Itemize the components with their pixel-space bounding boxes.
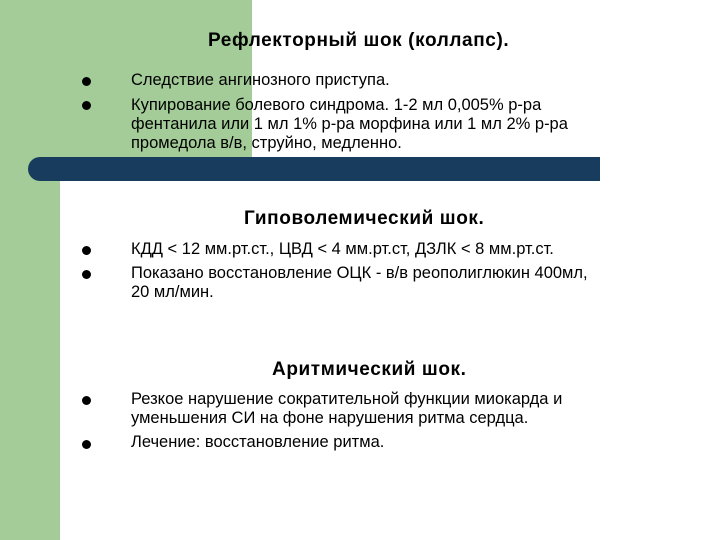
list-item-reflex-1: Следствие ангинозного приступа.: [131, 71, 390, 89]
section-title-hypovolemic-shock: Гиповолемический шок.: [244, 208, 485, 229]
section-title-reflex-shock: Рефлекторный шок (коллапс).: [208, 30, 510, 51]
bullet-icon: [82, 77, 91, 86]
bullet-icon: [82, 246, 91, 255]
bullet-icon: [82, 440, 91, 449]
bullet-icon: [82, 396, 91, 405]
section-title-arrhythmic-shock: Аритмический шок.: [272, 359, 467, 380]
list-item-arrhythmic-2: Лечение: восстановление ритма.: [131, 433, 385, 451]
list-item-arrhythmic-1: Резкое нарушение сократительной функции миокарда и уменьшения СИ на фоне нарушения ритма сердца.: [131, 390, 563, 427]
list-item-reflex-2: Купирование болевого синдрома. 1-2 мл 0,005% р-ра фентанила или 1 мл 1% р-ра морфина или 1 мл 2% р-ра промедола в/в, струйно, медленно.: [131, 96, 568, 152]
green-side-stripe: [0, 0, 60, 540]
bullet-icon: [82, 101, 91, 110]
list-item-hypovolemic-2: Показано восстановление ОЦК - в/в реополиглюкин 400мл, 20 мл/мин.: [131, 264, 588, 301]
navy-divider-bar: [28, 157, 600, 181]
bullet-icon: [82, 270, 91, 279]
list-item-hypovolemic-1: КДД < 12 мм.рт.ст., ЦВД < 4 мм.рт.ст, ДЗЛК < 8 мм.рт.ст.: [131, 240, 554, 258]
